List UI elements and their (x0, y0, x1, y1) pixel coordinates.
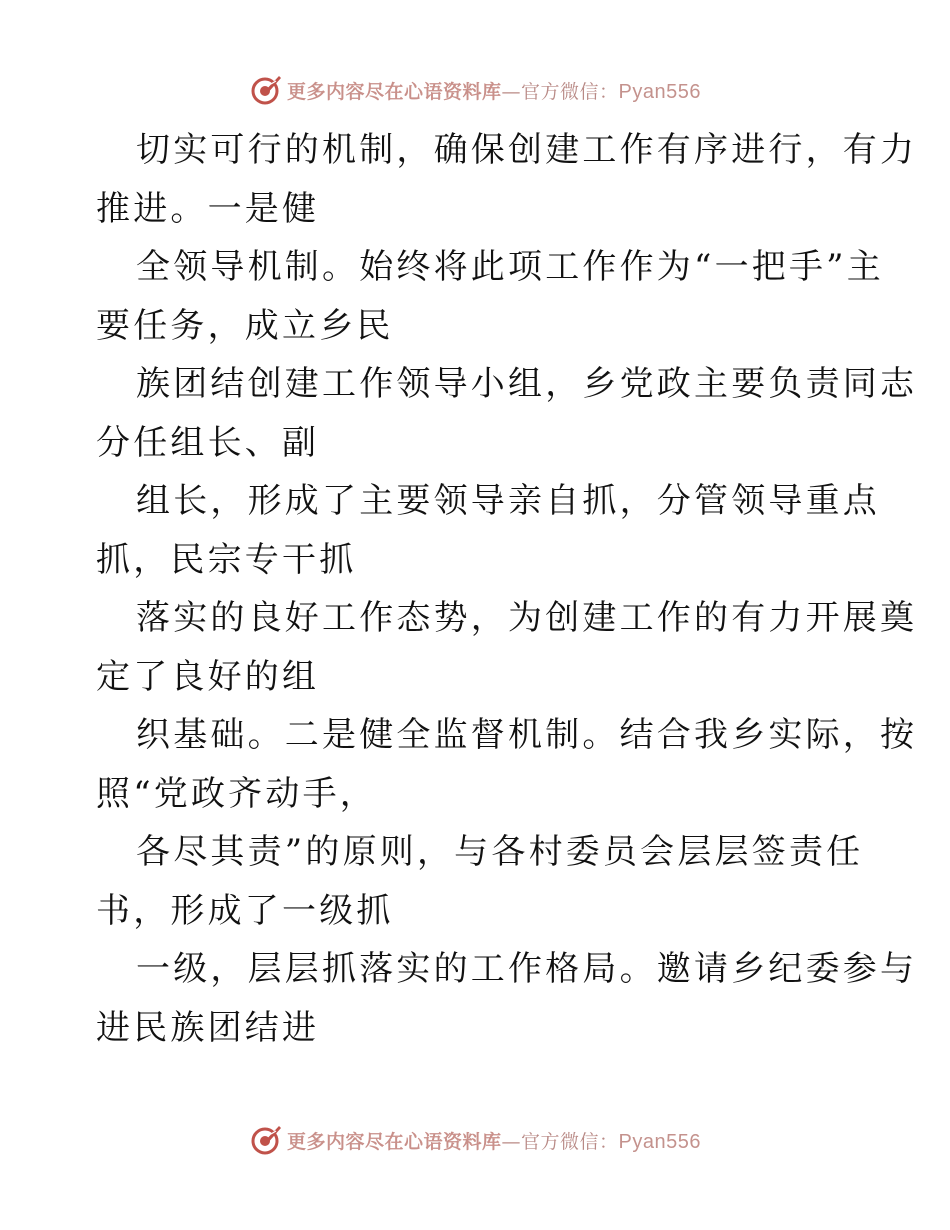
body-line: 组长，形成了主要领导亲自抓，分管领导重点 (136, 481, 880, 521)
body-line: 族团结创建工作领导小组，乡党政主要负责同志 (136, 364, 918, 404)
body-line: 切实可行的机制，确保创建工作有序进行，有力 (136, 130, 918, 170)
header-wechat-account: Pyan556 (618, 80, 701, 103)
footer-wechat-account: Pyan556 (618, 1130, 701, 1153)
body-line: 定了良好的组 (96, 656, 320, 697)
footer-watermark-banner (0, 1120, 950, 1160)
body-line: 进民族团结进 (96, 1007, 320, 1048)
body-line: 各尽其责”的原则，与各村委员会层层签责任 (136, 832, 864, 872)
footer-brand: 更多内容尽在心语资料库 (287, 1130, 502, 1153)
body-line: 推进。一是健 (96, 188, 320, 229)
body-line: 全领导机制。始终将此项工作作为“一把手”主 (136, 247, 884, 287)
header-separator: — (501, 80, 522, 103)
quill-logo-icon (249, 1123, 283, 1157)
body-line: 要任务，成立乡民 (96, 305, 394, 346)
body-line: 照“党政齐动手， (96, 773, 377, 814)
header-watermark-banner (0, 70, 950, 110)
footer-banner-text (287, 1127, 701, 1154)
header-brand: 更多内容尽在心语资料库 (287, 80, 502, 103)
body-line: 书，形成了一级抓 (96, 890, 394, 931)
footer-separator: — (501, 1130, 522, 1153)
footer-official-label: 官方微信： (521, 1130, 619, 1153)
body-line: 抓，民宗专干抓 (96, 539, 357, 580)
document-body (96, 121, 918, 1057)
body-line: 织基础。二是健全监督机制。结合我乡实际，按 (136, 715, 918, 755)
body-line: 落实的良好工作态势，为创建工作的有力开展奠 (136, 598, 918, 638)
header-banner-text (287, 77, 701, 104)
quill-logo-icon (249, 73, 283, 107)
body-line: 分任组长、副 (96, 422, 320, 463)
header-official-label: 官方微信： (521, 80, 619, 103)
body-line: 一级，层层抓落实的工作格局。邀请乡纪委参与 (136, 949, 918, 989)
